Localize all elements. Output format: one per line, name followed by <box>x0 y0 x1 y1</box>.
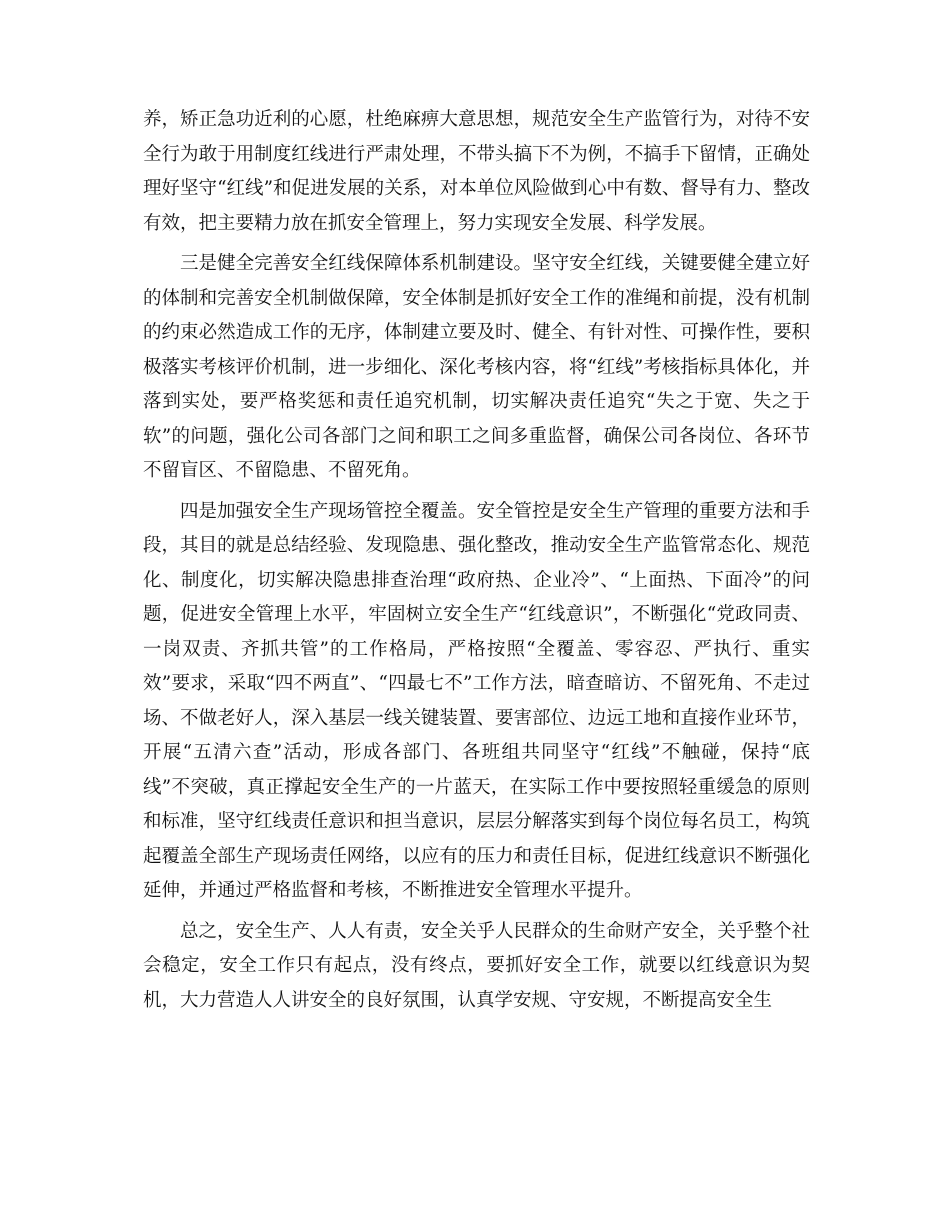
document-body <box>143 103 810 1018</box>
paragraph-mechanism: 三是健全完善安全红线保障体系机制建设。坚守安全红线，关键要健全建立好的体制和完善安全机制做保障，安全体制是抓好安全工作的准绳和前提，没有机制的约束必然造成工作的无序，体制建立要及时、健全、有针对性、可操作性，要积极落实考核评价机制，进一步细化、深化考核内容，将“红线”考核指标具体化，并落到实处，要严格奖惩和责任追究机制，切实解决责任追究“失之于宽、失之于软”的问题，强化公司各部门之间和职工之间多重监督，确保公司各岗位、各环节不留盲区、不留隐患、不留死角。 <box>143 253 810 481</box>
paragraph-site-control: 四是加强安全生产现场管控全覆盖。安全管控是安全生产管理的重要方法和手段，其目的就是总结经验、发现隐患、强化整改，推动安全生产监管常态化、规范化、制度化，切实解决隐患排查治理“政府热、企业冷”、“上面热、下面冷”的问题，促进安全管理上水平，牢固树立安全生产“红线意识”，不断强化“党政同责、一岗双责、齐抓共管”的工作格局，严格按照“全覆盖、零容忍、严执行、重实效”要求，采取“四不两直”、“四最七不”工作方法，暗查暗访、不留死角、不走过场、不做老好人，深入基层一线关键装置、要害部位、边远工地和直接作业环节，开展“五清六查”活动，形成各部门、各班组共同坚守“红线”不触碰，保持“底线”不突破，真正撑起安全生产的一片蓝天，在实际工作中要按照轻重缓急的原则和标准，坚守红线责任意识和担当意识，层层分解落实到每个岗位每名员工，构筑起覆盖全部生产现场责任网络，以应有的压力和责任目标，促进红线意识不断强化延伸，并通过严格监督和考核，不断推进安全管理水平提升。 <box>143 500 810 901</box>
paragraph-conclusion: 总之，安全生产、人人有责，安全关乎人民群众的生命财产安全，关乎整个社会稳定，安全工作只有起点，没有终点，要抓好安全工作，就要以红线意识为契机，大力营造人人讲安全的良好氛围，认真学安规、守安规，不断提高安全生 <box>143 920 810 1011</box>
paragraph-continuation: 养，矫正急功近利的心愿，杜绝麻痹大意思想，规范安全生产监管行为，对待不安全行为敢于用制度红线进行严肃处理，不带头搞下不为例，不搞手下留情，正确处理好坚守“红线”和促进发展的关系，对本单位风险做到心中有数、督导有力、整改有效，把主要精力放在抓安全管理上，努力实现安全发展、科学发展。 <box>143 109 810 234</box>
